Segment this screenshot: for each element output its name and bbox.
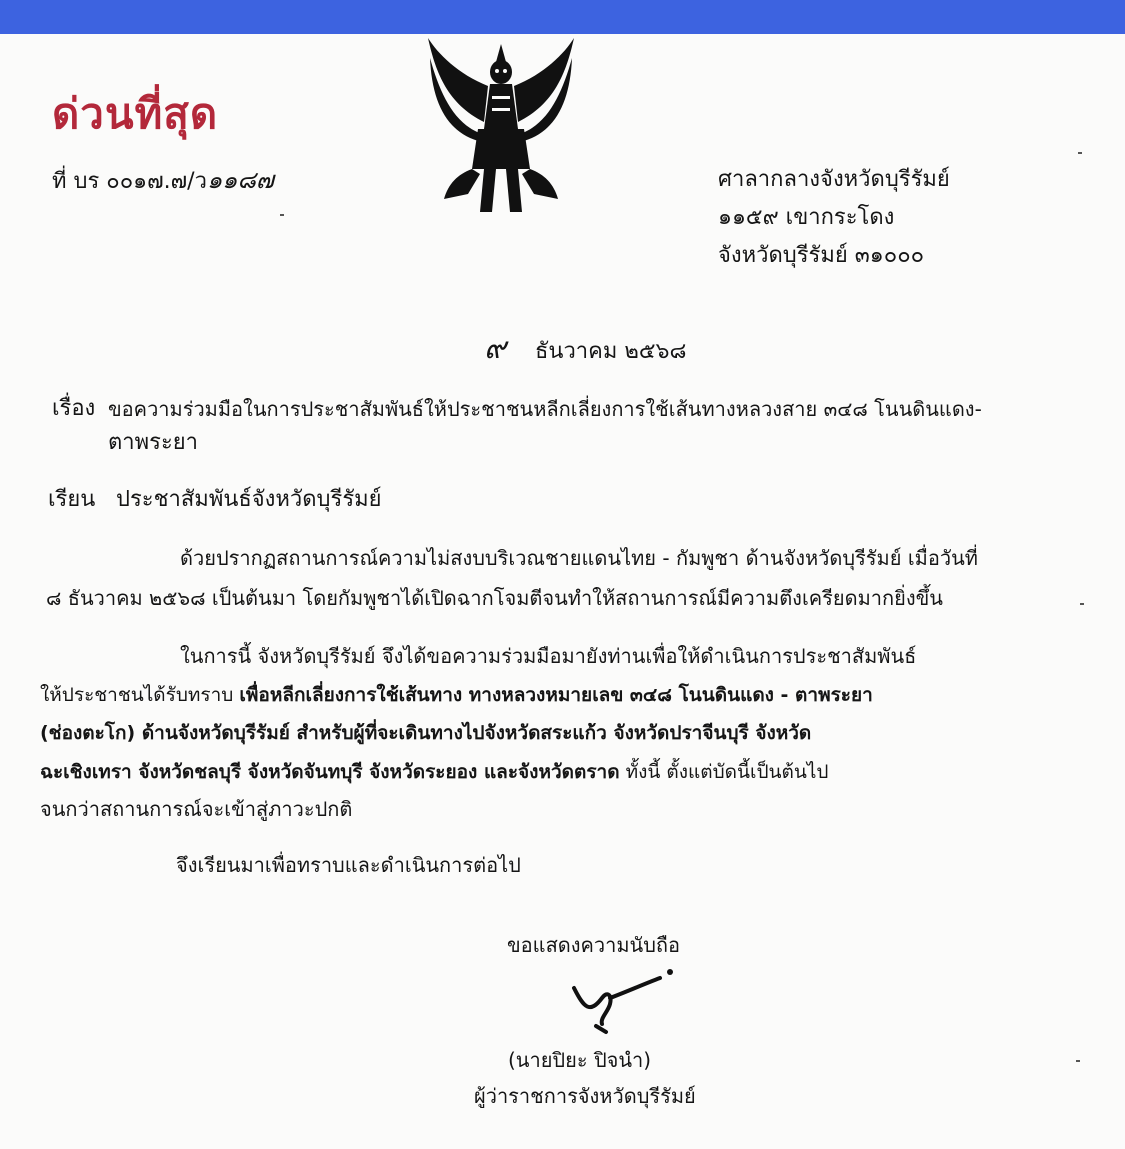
scan-speck <box>1080 603 1084 605</box>
address-line-3: จังหวัดบุรีรัมย์ ๓๑๐๐๐ <box>718 243 925 268</box>
closing-salutation: ขอแสดงความนับถือ <box>507 933 681 957</box>
subject-line-2: ตาพระยา <box>108 430 199 455</box>
subject-label: เรื่อง <box>52 396 96 421</box>
paragraph1-line-1: ด้วยปรากฏสถานการณ์ความไม่สงบบริเวณชายแดนไทย - กัมพูชา ด้านจังหวัดบุรีรัมย์ เมื่อวันที่ <box>180 546 978 570</box>
paragraph2-line-4 <box>40 757 828 787</box>
address-line-1: ศาลากลางจังหวัดบุรีรัมย์ <box>718 167 950 192</box>
subject-line-1: ขอความร่วมมือในการประชาสัมพันธ์ให้ประชาชนหลีกเลี่ยงการใช้เส้นทางหลวงสาย ๓๔๘ โนนดินแดง- <box>108 397 982 421</box>
urgency-stamp: ด่วนที่สุด <box>52 89 219 138</box>
scan-speck <box>1076 1060 1080 1062</box>
paragraph2-line-4-bold: ฉะเชิงเทรา จังหวัดชลบุรี จังหวัดจันทบุรี จังหวัดระยอง และจังหวัดตราด <box>40 761 620 783</box>
top-color-bar <box>0 0 1125 34</box>
closing-request: จึงเรียนมาเพื่อทราบและดำเนินการต่อไป <box>176 853 521 877</box>
address-line-2: ๑๑๕๙ เขากระโดง <box>718 205 895 230</box>
garuda-emblem <box>418 34 584 216</box>
to-recipient: ประชาสัมพันธ์จังหวัดบุรีรัมย์ <box>116 487 382 512</box>
reference-label: ที่ บร ๐๐๑๗.๗/ว <box>52 169 207 194</box>
to-label: เรียน <box>48 487 96 512</box>
reference-handwritten-number: ๑๑๘๗ <box>206 166 274 194</box>
signature-mark <box>560 968 680 1038</box>
paragraph2-line-4-normal: ทั้งนี้ ตั้งแต่บัดนี้เป็นต้นไป <box>619 761 829 783</box>
document-date <box>484 331 687 367</box>
scan-speck <box>280 214 284 216</box>
signatory-name: (นายปิยะ ปิจนำ) <box>508 1048 652 1072</box>
paragraph2-line-5: จนกว่าสถานการณ์จะเข้าสู่ภาวะปกติ <box>40 797 353 821</box>
paragraph2-line-2 <box>40 680 873 710</box>
paragraph2-line-1: ในการนี้ จังหวัดบุรีรัมย์ จึงได้ขอความร่วมมือมายังท่านเพื่อให้ดำเนินการประชาสัมพันธ์ <box>180 644 917 668</box>
date-day-handwritten: ๙ <box>484 331 506 366</box>
scan-speck <box>1078 152 1082 154</box>
reference-number <box>52 165 274 197</box>
date-month-year: ธันวาคม ๒๕๖๘ <box>534 339 687 364</box>
paragraph2-line-2-bold: เพื่อหลีกเลี่ยงการใช้เส้นทาง ทางหลวงหมายเลข ๓๔๘ โนนดินแดง - ตาพระยา <box>239 684 873 706</box>
signatory-title: ผู้ว่าราชการจังหวัดบุรีรัมย์ <box>474 1084 696 1108</box>
paragraph1-line-2: ๘ ธันวาคม ๒๕๖๘ เป็นต้นมา โดยกัมพูชาได้เปิดฉากโจมตีจนทำให้สถานการณ์มีความตึงเครียดมากยิ่งขึ้น <box>46 586 943 610</box>
paragraph2-line-3: (ช่องตะโก) ด้านจังหวัดบุรีรัมย์ สำหรับผู้ที่จะเดินทางไปจังหวัดสระแก้ว จังหวัดปราจีนบุรี จังหวัด <box>40 722 812 744</box>
paragraph2-line-2-normal: ให้ประชาชนได้รับทราบ <box>40 684 240 706</box>
